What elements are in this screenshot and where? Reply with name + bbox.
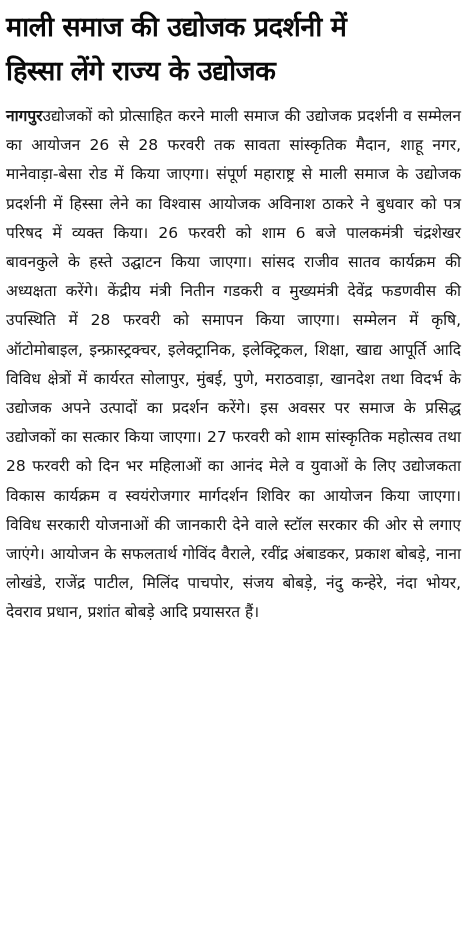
article-headline [0, 0, 467, 94]
cutoff-headline-fragment [24, 923, 33, 935]
next-article-cutoff [0, 921, 467, 935]
headline-line-2: हिस्सा लेंगे राज्य के उद्योजक [6, 56, 276, 87]
dateline: नागपुर [6, 107, 43, 125]
headline-line-1: माली समाज की उद्योजक प्रदर्शनी में [6, 12, 347, 43]
article-body [6, 102, 461, 628]
article-body-text: उद्योजकों को प्रोत्साहित करने माली समाज की उद्योजक प्रदर्शनी व सम्मेलन का आयोजन 26 से 28 फरवरी तक सावता सांस्कृतिक मैदान, शाहू नगर, मानेवाड़ा-बेसा रोड में किया जाएगा। संपूर्ण महाराष्ट्र से माली समाज के उद्योजक प्रदर्शनी में हिस्सा लेने का विश्वास आयोजक अविनाश ठाकरे ने बुधवार को पत्र परिषद में व्यक्त किया। 26 फरवरी को शाम 6 बजे पालकमंत्री चंद्रशेखर बावनकुले के हस्ते उद्घाटन किया जाएगा। सांसद राजीव सातव कार्यक्रम की अध्यक्षता करेंगे। केंद्रीय मंत्री नितीन गडकरी व मुख्यमंत्री देवेंद्र फडणवीस की उपस्थिति में 28 फरवरी को समापन किया जाएगा। सम्मेलन में कृषि, ऑटोमोबाइल, इन्फ्रास्ट्रक्चर, इलेक्ट्रानिक, इलेक्ट्रिकल, शिक्षा, खाद्य आपूर्ति आदि विविध क्षेत्रों में कार्यरत सोलापुर, मुंबई, पुणे, मराठवाड़ा, खानदेश तथा विदर्भ के उद्योजक अपने उत्पादों का प्रदर्शन करेंगे। इस अवसर पर समाज के प्रसिद्ध उद्योजकों का सत्कार किया जाएगा। 27 फरवरी को शाम सांस्कृतिक महोत्सव तथा 28 फरवरी को दिन भर महिलाओं का आनंद मेले व युवाओं के लिए उद्योजकता विकास कार्यक्रम व स्वयंरोजगार मार्गदर्शन शिविर का आयोजन किया जाएगा। विविध सरकारी योजनाओं की जानकारी देने वाले स्टॉल सरकार की ओर से लगाए जाएंगे। आयोजन के सफलतार्थ गोविंद वैराले, रवींद्र अंबाडकर, प्रकाश बोबड़े, नाना लोखंडे, राजेंद्र पाटील, मिलिंद पाचपोर, संजय बोबड़े, नंदु कन्हेरे, नंदा भोयर, देवराव प्रधान, प्रशांत बोबड़े आदि प्रयासरत हैं। [6, 107, 461, 622]
